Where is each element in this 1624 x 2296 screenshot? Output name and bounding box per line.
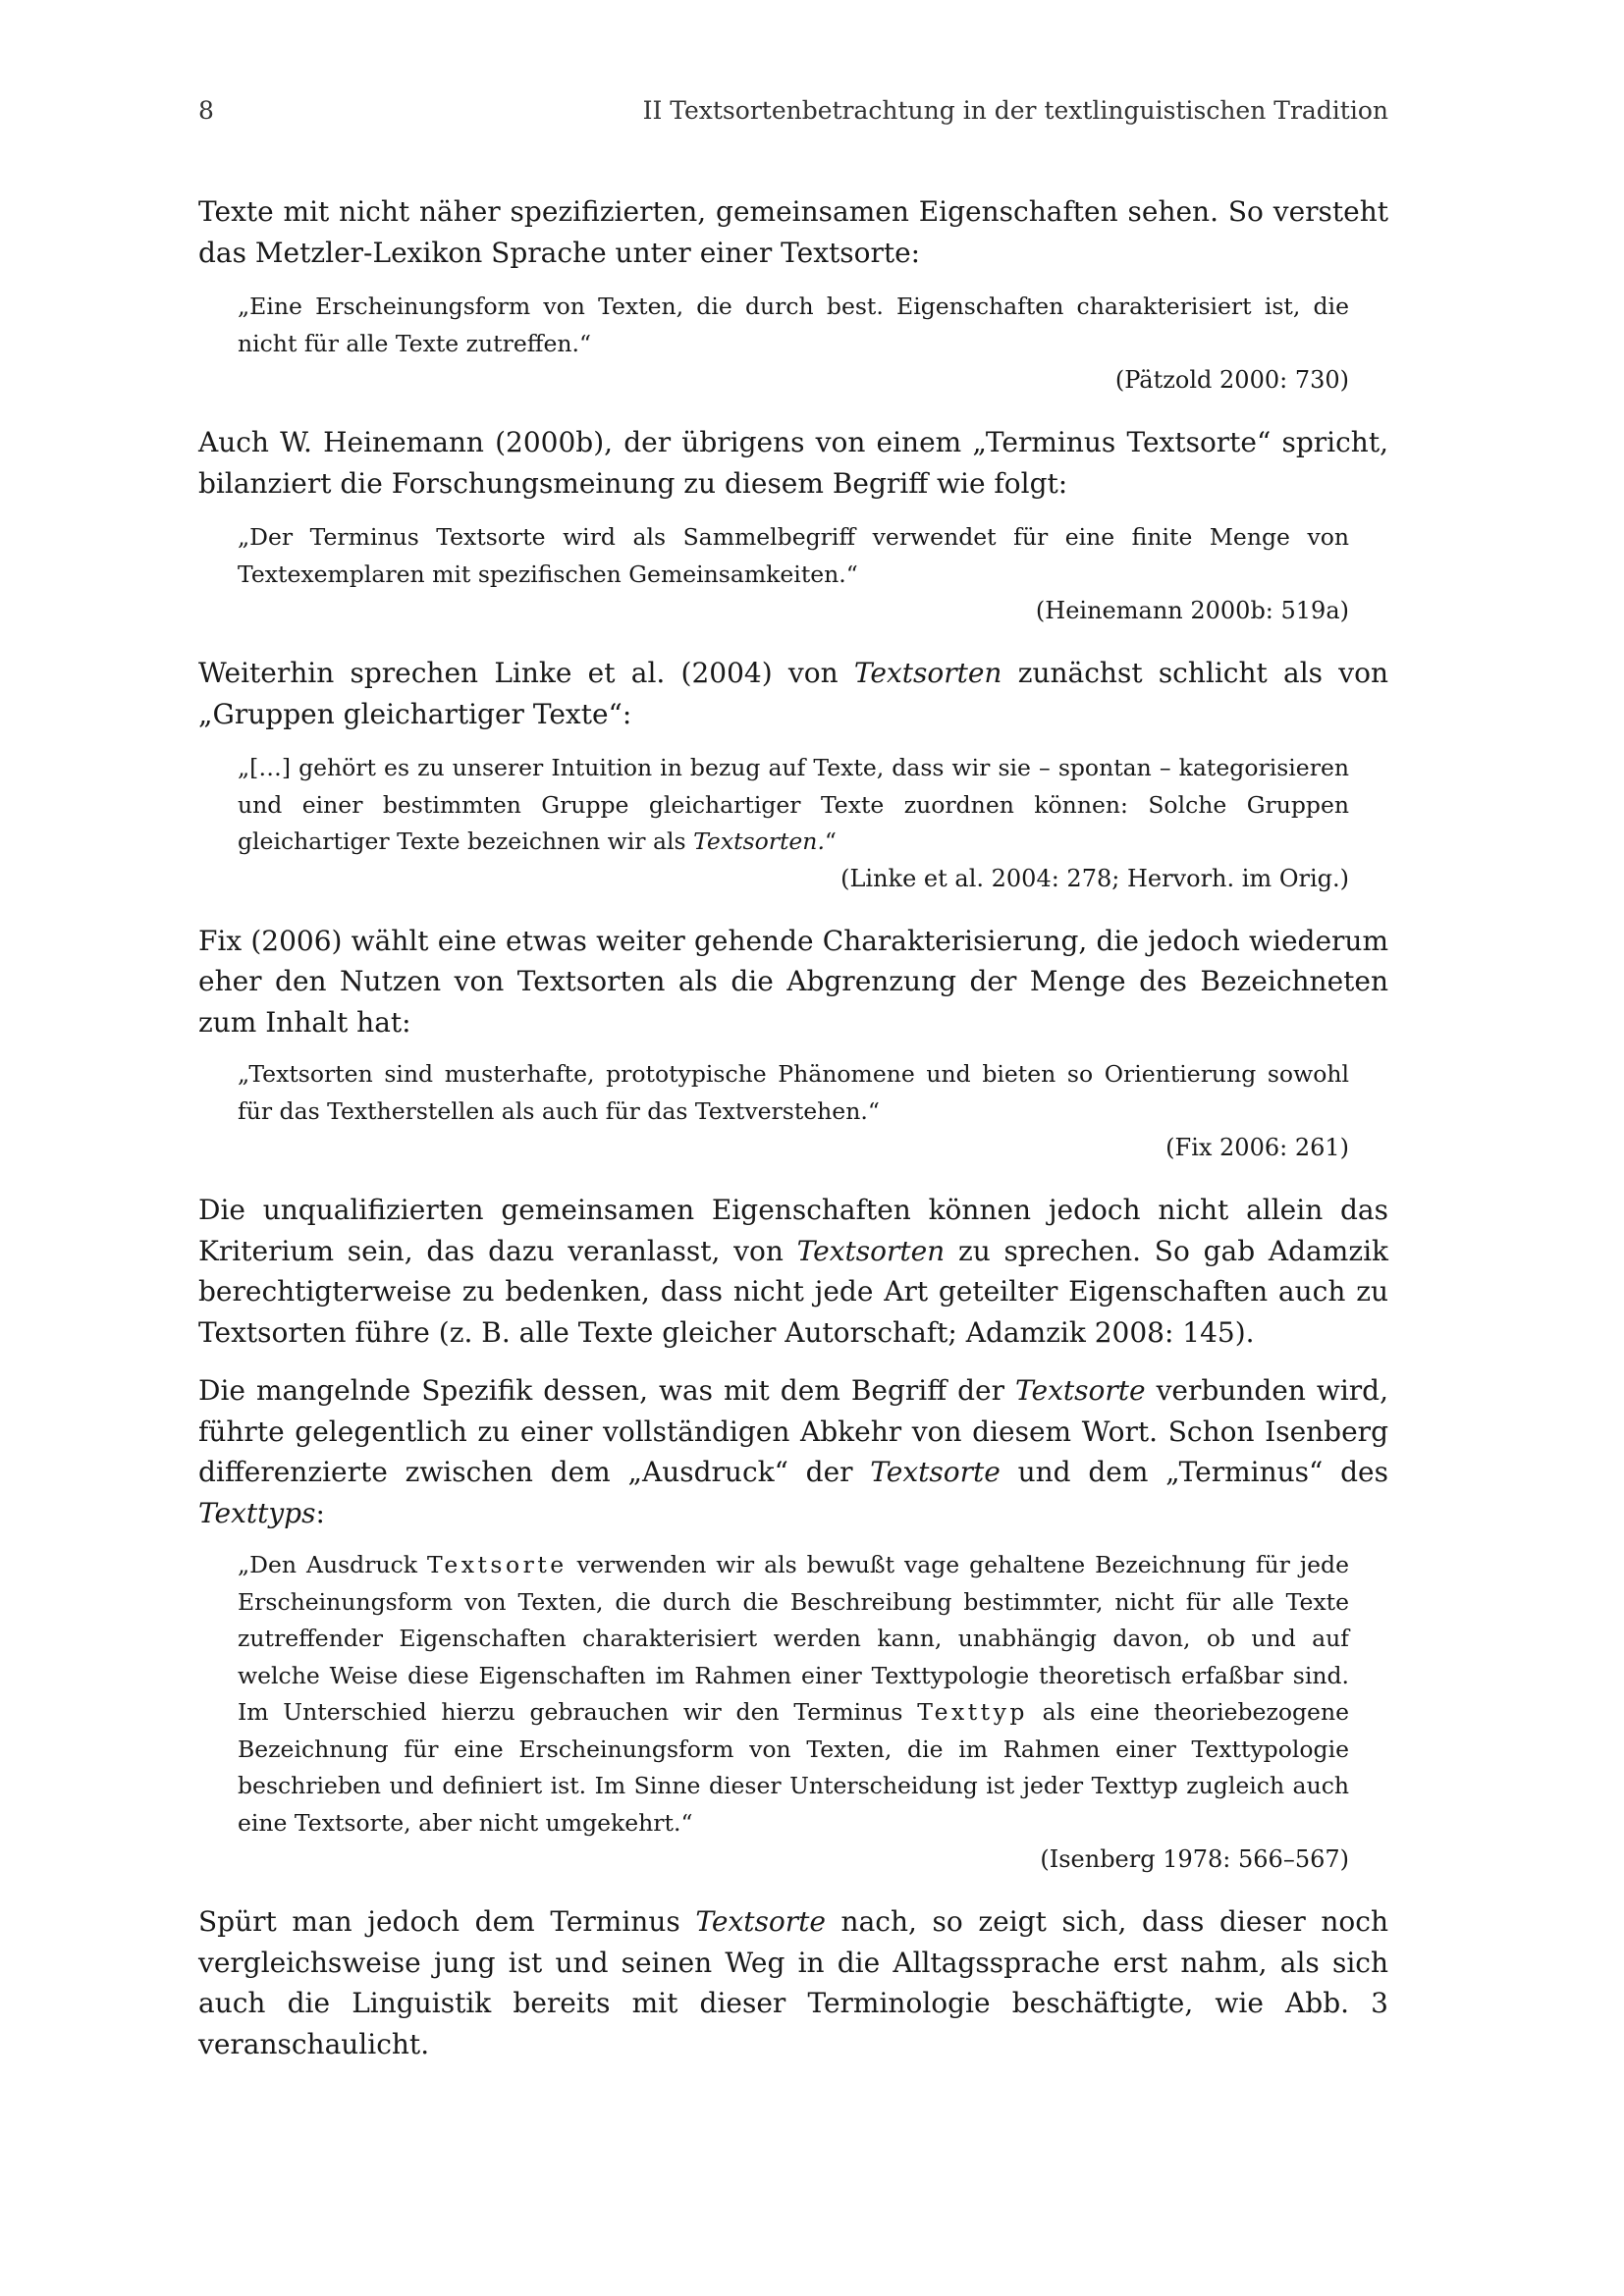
spaced-term: Texttyp <box>917 1698 1028 1726</box>
text-run: zunächst schlicht als von „Gruppen gleichartiger Texte“: <box>198 657 1388 730</box>
emphasis: Textsorte <box>1015 1374 1146 1407</box>
text-run: als eine theoriebezogene Bezeichnung für eine Erscheinungsform von Texten, die im Rahmen einer Texttypologie beschrieben und definiert ist. Im Sinne dieser Unterscheidung ist jeder Texttyp zugleich auch eine Textsorte, aber nicht umgekehrt.“ <box>238 1698 1349 1837</box>
block-quote-1 <box>198 289 1388 399</box>
page-body <box>198 191 1388 2064</box>
text-run: verwenden wir als bewußt vage gehaltene Bezeichnung für jede Erscheinungsform von Texten, die durch die Beschreibung bestimmter, nicht für alle Texte zutreffender Eigenschaften charakterisiert werden kann, unabhängig davon, ob und auf welche Weise diese Eigenschaften im Rahmen einer Texttypologie theoretisch erfaßbar sind. Im Unterschied hierzu gebrauchen wir den Terminus <box>238 1551 1350 1726</box>
paragraph-4: Fix (2006) wählt eine etwas weiter gehende Charakterisierung, die jedoch wiederum eher den Nutzen von Textsorten als die Abgrenzung der Menge des Bezeichneten zum Inhalt hat: <box>198 924 1388 1039</box>
text-run: Die unqualifizierten gemeinsamen Eigenschaften können jedoch nicht allein das Kriterium sein, das dazu veranlasst, von <box>198 1194 1388 1267</box>
text-run: „Den Ausdruck <box>238 1551 427 1578</box>
text-run: „[…] gehört es zu unserer Intuition in bezug auf Texte, dass wir sie – spontan – kategorisieren und einer bestimmten Gruppe gleichartiger Texte zuordnen können: Solche Gruppen gleichartiger Texte bezeichnen wir als <box>238 754 1349 855</box>
quote-citation: (Isenberg 1978: 566–567) <box>1040 1845 1349 1873</box>
paragraph-3 <box>198 653 1388 734</box>
text-run: : <box>315 1496 325 1529</box>
quote-text: „Eine Erscheinungsform von Texten, die durch best. Eigenschaften charakterisiert ist, die nicht für alle Texte zutreffen.“ <box>238 293 1349 357</box>
spaced-term: Textsorte <box>426 1551 568 1578</box>
text-run: zu sprechen. So gab Adamzik berechtigterweise zu bedenken, dass nicht jede Art geteilter Eigenschaften auch zu Textsorten führe (z. B. alle Texte gleicher Autorschaft; Adamzik 2008: 145). <box>198 1234 1388 1349</box>
text-run: “ <box>824 828 837 855</box>
paragraph-7 <box>198 1901 1388 2064</box>
quote-text: „Der Terminus Textsorte wird als Sammelbegriff verwendet für eine finite Menge von Textexemplaren mit spezifischen Gemeinsamkeiten.“ <box>238 523 1349 588</box>
quote-citation: (Heinemann 2000b: 519a) <box>1035 597 1349 624</box>
text-run: Spürt man jedoch dem Terminus <box>198 1905 696 1938</box>
emphasis: Textsorte <box>695 1905 826 1938</box>
page-header <box>198 96 1388 132</box>
block-quote-4 <box>198 1056 1388 1166</box>
block-quote-3 <box>198 750 1388 897</box>
paragraph-5 <box>198 1190 1388 1353</box>
text-run: Die mangelnde Spezifik dessen, was mit dem Begriff der <box>198 1374 1016 1407</box>
block-quote-5 <box>198 1547 1388 1878</box>
running-title: II Textsortenbetrachtung in der textlinguistischen Tradition <box>642 96 1388 125</box>
text-run: und dem „Terminus“ des <box>1000 1456 1388 1488</box>
emphasis: Textsorten <box>853 657 1002 689</box>
quote-text <box>238 750 1349 861</box>
quote-citation: (Fix 2006: 261) <box>1165 1134 1349 1161</box>
text-run: verbunden wird, führte gelegentlich zu einer vollständigen Abkehr von diesem Wort. Schon Isenberg differenzierte zwischen dem „Ausdruck“ der <box>198 1374 1388 1488</box>
emphasis: Textsorte <box>870 1456 1001 1488</box>
emphasis: Textsorten <box>796 1234 946 1267</box>
quote-text <box>238 1547 1349 1842</box>
quote-citation: (Linke et al. 2004: 278; Hervorh. im Orig.) <box>840 864 1349 892</box>
emphasis: Texttyps <box>198 1496 316 1529</box>
block-quote-2 <box>198 519 1388 629</box>
paragraph-2: Auch W. Heinemann (2000b), der übrigens von einem „Terminus Textsorte“ spricht, bilanziert die Forschungsmeinung zu diesem Begriff wie folgt: <box>198 426 1388 500</box>
emphasis: Textsorten. <box>693 828 825 855</box>
text-run: Weiterhin sprechen Linke et al. (2004) von <box>198 657 854 689</box>
page-number: 8 <box>198 96 214 125</box>
paragraph-6 <box>198 1370 1388 1533</box>
quote-citation: (Pätzold 2000: 730) <box>1114 366 1349 394</box>
text-run: nach, so zeigt sich, dass dieser noch vergleichsweise jung ist und seinen Weg in die Alltagssprache erst nahm, als sich auch die Linguistik bereits mit dieser Terminologie beschäftigte, wie Abb. 3 veranschaulicht. <box>198 1905 1389 2060</box>
paragraph-1: Texte mit nicht näher spezifizierten, gemeinsamen Eigenschaften sehen. So versteht das Metzler-Lexikon Sprache unter einer Textsorte: <box>198 195 1388 269</box>
quote-text: „Textsorten sind musterhafte, prototypische Phänomene und bieten so Orientierung sowohl für das Textherstellen als auch für das Textverstehen.“ <box>238 1060 1349 1125</box>
